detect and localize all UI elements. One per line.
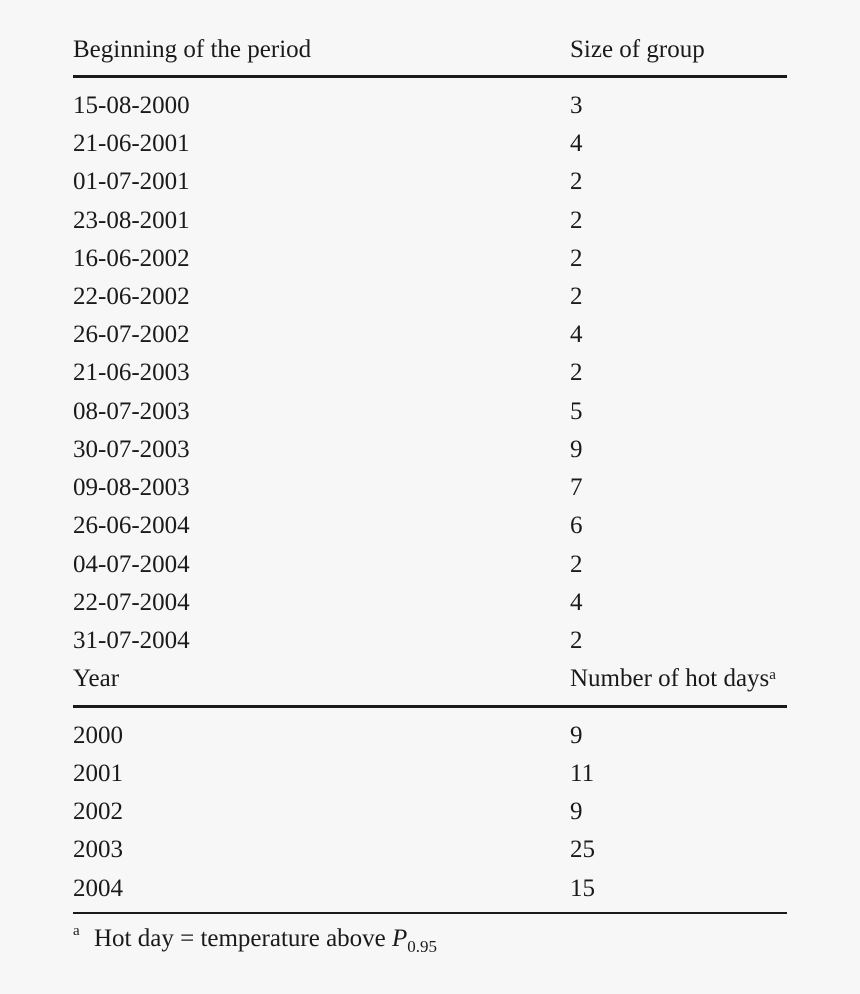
table-row-size: 4 — [570, 321, 583, 348]
table-row-date: 04-07-2004 — [73, 551, 190, 578]
table2-header-rule — [73, 705, 787, 708]
footnote-text — [94, 924, 437, 956]
table-row-size: 7 — [570, 474, 583, 501]
table-row-date: 22-06-2002 — [73, 283, 190, 310]
table-row-size: 4 — [570, 130, 583, 157]
table2-header-hot-days-label: Number of hot days — [570, 665, 770, 692]
table-row-date: 15-08-2000 — [73, 92, 190, 119]
footnote-mark: a — [769, 667, 776, 683]
table2-header-hot-days — [570, 664, 776, 694]
table-row-date: 09-08-2003 — [73, 474, 190, 501]
table-row-size: 5 — [570, 398, 583, 425]
table2-header-year: Year — [73, 665, 120, 692]
table-row-hot-days: 25 — [570, 836, 595, 863]
table-row-size: 4 — [570, 589, 583, 616]
table-row-date: 21-06-2001 — [73, 130, 190, 157]
table-row-date: 22-07-2004 — [73, 589, 190, 616]
table-row-date: 23-08-2001 — [73, 207, 190, 234]
table-row-hot-days: 11 — [570, 760, 595, 787]
table-row-size: 2 — [570, 245, 583, 272]
table-row-date: 01-07-2001 — [73, 168, 190, 195]
table-row-year: 2003 — [73, 836, 123, 863]
table-row-hot-days: 15 — [570, 875, 595, 902]
table-row-size: 2 — [570, 627, 583, 654]
table-row-year: 2000 — [73, 722, 123, 749]
table1-header-period: Beginning of the period — [73, 36, 312, 63]
footnote-body: Hot day = temperature above — [94, 925, 393, 952]
table-row-date: 31-07-2004 — [73, 627, 190, 654]
table-row-date: 16-06-2002 — [73, 245, 190, 272]
table-row-size: 2 — [570, 283, 583, 310]
table-row-size: 3 — [570, 92, 583, 119]
table-row-size: 2 — [570, 359, 583, 386]
footnote-symbol: P — [392, 925, 408, 952]
table-row-size: 2 — [570, 551, 583, 578]
table-row-hot-days: 9 — [570, 798, 583, 825]
table-row-date: 21-06-2003 — [73, 359, 190, 386]
table-row-date: 30-07-2003 — [73, 436, 190, 463]
table-row-size: 6 — [570, 512, 583, 539]
table-row-date: 26-07-2002 — [73, 321, 190, 348]
table-row-size: 9 — [570, 436, 583, 463]
table1-header-size: Size of group — [570, 36, 705, 63]
table-row-size: 2 — [570, 207, 583, 234]
table-row-year: 2001 — [73, 760, 123, 787]
footnote-subscript: 0.95 — [407, 937, 438, 956]
table-row-year: 2002 — [73, 798, 123, 825]
table1-header-rule — [73, 75, 787, 78]
footnote-mark: a — [73, 923, 80, 939]
table-row-size: 2 — [570, 168, 583, 195]
table-row-date: 26-06-2004 — [73, 512, 190, 539]
table-bottom-rule — [73, 912, 787, 914]
table-row-date: 08-07-2003 — [73, 398, 190, 425]
table-row-year: 2004 — [73, 875, 123, 902]
table-row-hot-days: 9 — [570, 722, 583, 749]
